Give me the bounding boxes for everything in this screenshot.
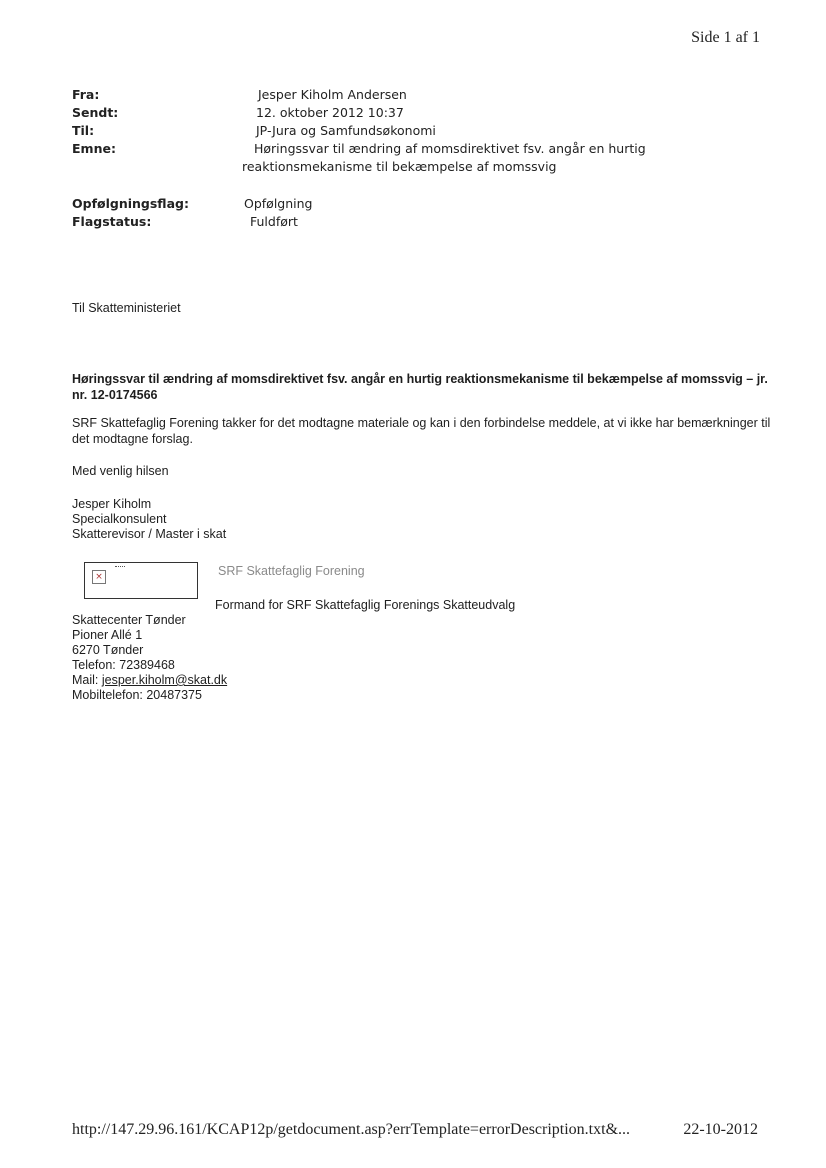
flag-status-label: Flagstatus: bbox=[72, 214, 152, 229]
subject-value-line2: reaktionsmekanisme til bekæmpelse af momssvig bbox=[242, 159, 557, 174]
broken-image-dash bbox=[115, 566, 125, 569]
footer-url: http://147.29.96.161/KCAP12p/getdocument.asp?errTemplate=errorDescription.txt&... bbox=[72, 1121, 631, 1138]
flag-status-value: Fuldført bbox=[250, 214, 298, 229]
office-mail bbox=[72, 673, 227, 689]
mail-link[interactable]: jesper.kiholm@skat.dk bbox=[101, 673, 228, 687]
broken-image-placeholder bbox=[84, 562, 198, 599]
office-mobile: Mobiltelefon: 20487375 bbox=[72, 688, 202, 702]
signature-title-2: Skatterevisor / Master i skat bbox=[72, 527, 227, 541]
to-label: Til: bbox=[72, 123, 95, 138]
from-value: Jesper Kiholm Andersen bbox=[258, 87, 407, 102]
org-role: Formand for SRF Skattefaglig Forenings Skatteudvalg bbox=[215, 598, 516, 612]
page-number: Side 1 af 1 bbox=[691, 29, 760, 46]
subject-value-line1: Høringssvar til ændring af momsdirektivet fsv. angår en hurtig bbox=[254, 141, 646, 156]
office-street: Pioner Allé 1 bbox=[72, 628, 143, 642]
from-label: Fra: bbox=[72, 87, 100, 102]
greeting: Til Skatteministeriet bbox=[72, 301, 181, 315]
signature-name: Jesper Kiholm bbox=[72, 497, 152, 511]
followup-flag-label: Opfølgningsflag: bbox=[72, 196, 189, 211]
office-name: Skattecenter Tønder bbox=[72, 613, 186, 627]
broken-image-icon: × bbox=[92, 570, 106, 584]
to-value: JP-Jura og Samfundsøkonomi bbox=[256, 123, 436, 138]
body-paragraph: SRF Skattefaglig Forening takker for det modtagne materiale og kan i den forbindelse meddele, at vi ikke har bemærkninger til det modtagne forslag. bbox=[72, 416, 771, 446]
office-phone: Telefon: 72389468 bbox=[72, 658, 175, 672]
sent-label: Sendt: bbox=[72, 105, 119, 120]
signature-title: Specialkonsulent bbox=[72, 512, 167, 526]
office-city: 6270 Tønder bbox=[72, 643, 144, 657]
footer-date: 22-10-2012 bbox=[683, 1121, 758, 1138]
subject-heading: Høringssvar til ændring af momsdirektivet fsv. angår en hurtig reaktionsmekanisme til bekæmpelse af momssvig – jr. nr. 12-0174566 bbox=[72, 372, 768, 402]
followup-flag-value: Opfølgning bbox=[244, 196, 313, 211]
subject-label: Emne: bbox=[72, 141, 116, 156]
closing: Med venlig hilsen bbox=[72, 464, 169, 478]
sent-value: 12. oktober 2012 10:37 bbox=[256, 105, 404, 120]
org-name: SRF Skattefaglig Forening bbox=[218, 564, 365, 578]
mail-label: Mail: bbox=[72, 673, 102, 687]
